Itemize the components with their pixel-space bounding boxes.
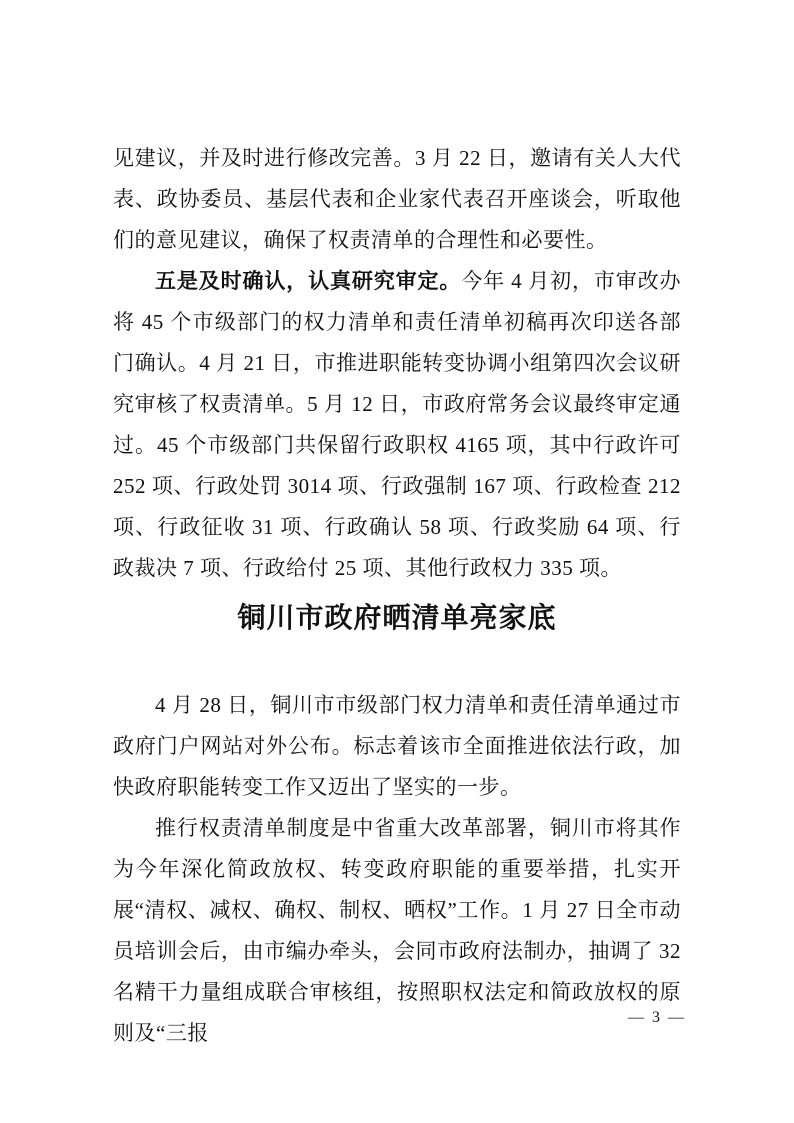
document-body [113, 138, 681, 1054]
paragraph-reform-measures: 推行权责清单制度是中省重大改革部署，铜川市将其作为今年深化简政放权、转变政府职能的重要举措，扎实开展“清权、减权、确权、制权、晒权”工作。1 月 27 日全市动员培训会后，由市编办牵头，会同市政府法制办，抽调了 32 名精干力量组成联合审核组，按照职权法定和简政放权的原则及“三报 [113, 816, 681, 1045]
paragraph-point-five-bold-lead: 五是及时确认，认真研究审定。 [155, 269, 462, 293]
paragraph-announcement: 4 月 28 日，铜川市市级部门权力清单和责任清单通过市政府门户网站对外公布。标志着该市全面推进依法行政，加快政府职能转变工作又迈出了坚实的一步。 [113, 693, 681, 799]
article-title: 铜川市政府晒清单亮家底 [237, 603, 557, 634]
paragraph-point-five-text: 今年 4 月初，市审改办将 45 个市级部门的权力清单和责任清单初稿再次印送各部门确认。4 月 21 日，市推进职能转变协调小组第四次会议研究审核了权责清单。5 月 12 日，市政府常务会议最终审定通过。45 个市级部门共保留行政职权 4165 项，其中行政许可 252 项、行政处罚 3014 项、行政强制 167 项、行政检查 212 项、行政征收 31 项、行政确认 58 项、行政奖励 64 项、行政裁决 7 项、行政给付 25 项、其他行政权力 335 项。 [113, 269, 681, 580]
paragraph-continuation: 见建议，并及时进行修改完善。3 月 22 日，邀请有关人大代表、政协委员、基层代表和企业家代表召开座谈会，听取他们的意见建议，确保了权责清单的合理性和必要性。 [113, 146, 681, 252]
page-number: — 3 — [628, 1009, 686, 1026]
paragraph-point-five [113, 261, 681, 589]
